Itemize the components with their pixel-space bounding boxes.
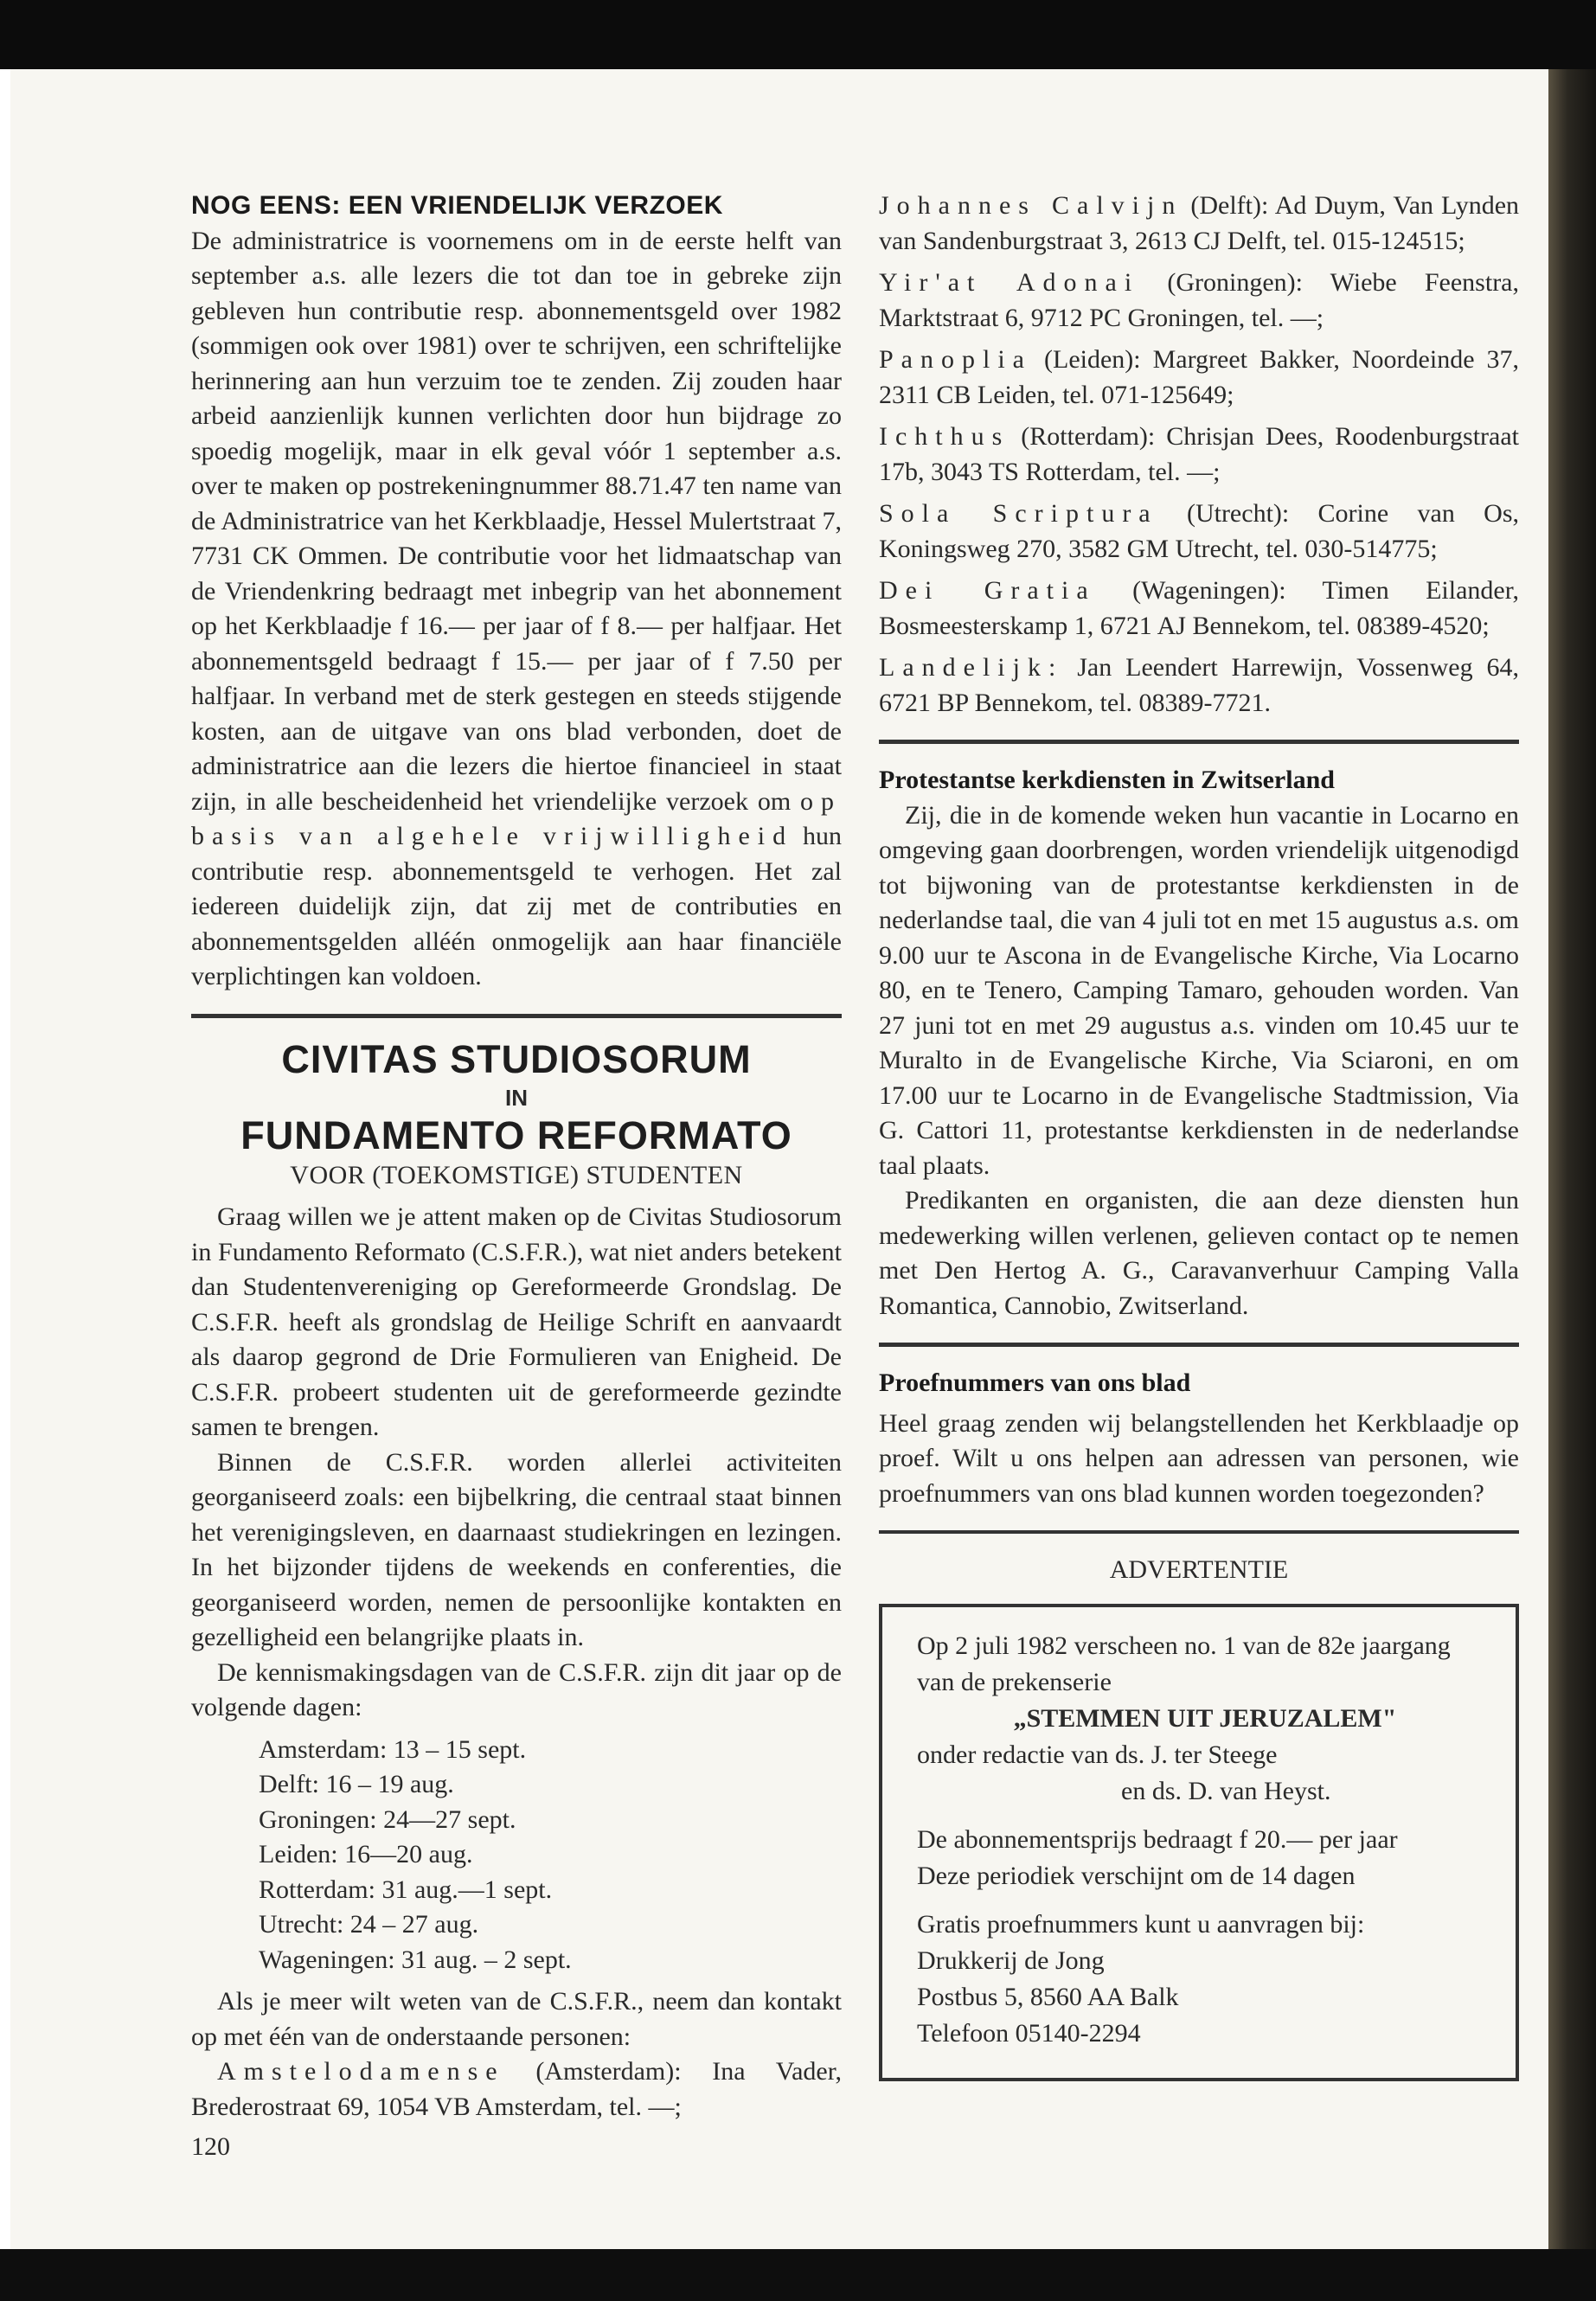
contact-details: Jan Leendert Harrewijn, Vossenweg 64, 6721 BP Bennekom, tel. 08389-7721.	[879, 653, 1519, 717]
contact-details: (Leiden): Margreet Bakker, Noordeinde 37, 2311 CB Leiden, tel. 071-125649;	[879, 345, 1520, 409]
ad-title: „STEMMEN UIT JERUZALEM"	[1013, 1703, 1397, 1733]
book-spine-edge	[1548, 69, 1596, 2284]
scan-border-bottom	[0, 2249, 1596, 2301]
list-item: Delft: 16 – 19 aug.	[259, 1770, 454, 1798]
verzoek-paragraph	[191, 224, 842, 995]
divider	[879, 740, 1519, 744]
ad-line-3: en ds. D. van Heyst.	[1121, 1776, 1331, 1805]
ad-line-6: Gratis proefnummers kunt u aanvragen bij:	[917, 1909, 1365, 1939]
ad-line-7: Drukkerij de Jong	[917, 1945, 1105, 1975]
zwitserland-paragraph-2: Predikanten en organisten, die aan deze diensten hun medewerking willen verlenen, gelieven contact op te nemen met Den Hertog A. G., Caravanverhuur Camping Valla Romantica, Cannobio, Zwitserland.	[879, 1186, 1519, 1320]
contact-leiden	[879, 343, 1519, 413]
contact-name: Panoplia	[879, 345, 1032, 374]
divider	[879, 1343, 1519, 1347]
contact-delft	[879, 189, 1519, 259]
ad-line-2: onder redactie van ds. J. ter Steege	[917, 1740, 1278, 1769]
page-number: 120	[191, 2132, 230, 2161]
ad-line-9: Telefoon 05140-2294	[917, 2018, 1141, 2048]
civitas-paragraph-4: Als je meer wilt weten van de C.S.F.R., neem dan kontakt op met één van de onderstaande personen:	[191, 1987, 842, 2051]
scan-border-top	[0, 0, 1596, 69]
verzoek-text-a: De administratrice is voornemens om in de eerste helft van september a.s. alle lezers die tot dan toe in gebreke zijn gebleven hun contributie resp. abonnementsgeld over 1982 (sommigen ook over 1981) over te schrijven, een schriftelijke herinnering aan hun verzuim toe te zenden. Zij zouden haar arbeid aanzienlijk kunnen verlichten door hun bijdrage zo spoedig mogelijk, maar in elk geval vóór 1 september a.s. over te maken op postrekeningnummer 88.71.47 ten name van de Administratrice van het Kerkblaadje, Hessel Mulertstraat 7, 7731 CK Ommen. De contributie voor het lidmaatschap van de Vriendenkring bedraagt met inbegrip van het abonnement op het Kerkblaadje f 16.— per jaar of f 8.— per halfjaar. Het abonnementsgeld bedraagt f 15.— per jaar of f 7.50 per halfjaar. In verband met de sterk gestegen en steeds stijgende kosten, aan de uitgave van ons blad verbonden, doet de administratrice aan die lezers die hiertoe financieel in staat zijn, in alle bescheidenheid het vriendelijke verzoek om	[191, 226, 842, 816]
advert-label: ADVERTENTIE	[1109, 1555, 1289, 1584]
ad-line-4: De abonnementsprijs bedraagt f 20.— per jaar	[917, 1824, 1398, 1854]
contact-groningen	[879, 266, 1519, 336]
advertisement-box	[879, 1604, 1519, 2081]
contact-wageningen	[879, 574, 1519, 644]
verzoek-text-b: hun contributie resp. abonnementsgeld te verhogen. Het zal iedereen duidelijk zijn, dat zij met de contributies en abonnementsgelden alléén onmogelijk aan haar financiële verplichtingen kan voldoen.	[191, 822, 842, 990]
list-item: Groningen: 24—27 sept.	[259, 1804, 516, 1834]
contact-name: Amstelodamense	[217, 2057, 505, 2086]
civitas-in: IN	[505, 1084, 528, 1111]
verzoek-heading: NOG EENS: EEN VRIENDELIJK VERZOEK	[191, 191, 723, 220]
ad-line-5: Deze periodiek verschijnt om de 14 dagen	[917, 1861, 1356, 1890]
civitas-paragraph-3: De kennismakingsdagen van de C.S.F.R. zijn dit jaar op de volgende dagen:	[191, 1657, 842, 1721]
right-column	[879, 189, 1519, 2081]
divider	[191, 1014, 842, 1018]
proef-paragraph: Heel graag zenden wij belangstellenden het Kerkblaadje op proef. Wilt u ons helpen aan adressen van personen, wie proefnummers van ons blad kunnen worden toegezonden?	[879, 1408, 1519, 1508]
contact-name: Sola Scriptura	[879, 499, 1158, 528]
contact-rotterdam	[879, 420, 1519, 490]
verzoek-spaced-text: op basis van algehele vrijwilligheid	[191, 786, 842, 850]
civitas-paragraph-1: Graag willen we je attent maken op de Civitas Studiosorum in Fundamento Reformato (C.S.F.R.), wat niet anders betekent dan Studentenvereniging op Gereformeerde Grondslag. De C.S.F.R. heeft als grondslag de Heilige Schrift en aanvaardt als daarop gegrond de Drie Formulieren van Enigheid. De C.S.F.R. probeert studenten uit de gereformeerde gezindte samen te brengen.	[191, 1202, 842, 1441]
contact-name: Landelijk:	[879, 653, 1064, 682]
civitas-paragraph-2: Binnen de C.S.F.R. worden allerlei activiteiten georganiseerd zoals: een bijbelkring, die centraal staat binnen het verenigingsleven, en daarnaast studiekringen en lezingen. In het bijzonder tijdens de weekends en conferenties, die georganiseerd worden, nemen de persoonlijke kontakten en gezelligheid een belangrijke plaats in.	[191, 1447, 842, 1651]
contact-name: Yir'at Adonai	[879, 268, 1140, 297]
ad-spacer	[917, 1810, 1493, 1822]
list-item: Leiden: 16—20 aug.	[259, 1840, 473, 1868]
ad-spacer	[917, 1894, 1493, 1907]
dates-list	[259, 1733, 842, 1978]
contact-landelijk	[879, 651, 1519, 721]
divider	[879, 1530, 1519, 1534]
contact-name: Johannes Calvijn	[879, 191, 1183, 220]
contact-amsterdam	[191, 2054, 842, 2125]
civitas-title: CIVITAS STUDIOSORUM	[281, 1036, 752, 1081]
contact-details: (Rotterdam): Chrisjan Dees, Roodenburgstraat 17b, 3043 TS Rotterdam, tel. —;	[879, 422, 1520, 486]
contact-details: (Groningen): Wiebe Feenstra, Marktstraat 6, 9712 PC Groningen, tel. —;	[879, 268, 1520, 332]
contact-utrecht	[879, 497, 1519, 567]
contact-details: (Amsterdam): Ina Vader, Brederostraat 69, 1054 VB Amsterdam, tel. —;	[191, 2057, 842, 2121]
list-item: Wageningen: 31 aug. – 2 sept.	[259, 1945, 572, 1974]
contact-details: (Wageningen): Timen Eilander, Bosmeesterskamp 1, 6721 AJ Bennekom, tel. 08389-4520;	[879, 576, 1520, 640]
zwitserland-paragraph-1: Zij, die in de komende weken hun vacantie in Locarno en omgeving gaan doorbrengen, worden vriendelijk uitgenodigd tot bijwoning van de protestantse kerkdiensten in de nederlandse taal, die van 4 juli tot en met 15 augustus a.s. om 9.00 uur te Ascona in de Evangelische Kirche, Via Locarno 80, en te Tenero, Camping Tamaro, gehouden worden. Van 27 juni tot en met 29 augustus a.s. vinden om 10.45 uur te Muralto in de Evangelische Kirche, Via Sciaroni, en om 17.00 uur te Locarno in de Evangelische Stadtmission, Via G. Cattori 11, protestantse kerkdiensten in de nederlandse taal plaats.	[879, 800, 1519, 1180]
proef-heading: Proefnummers van ons blad	[879, 1368, 1191, 1397]
zwitserland-heading: Protestantse kerkdiensten in Zwitserland	[879, 766, 1335, 794]
contact-name: Ichthus	[879, 422, 1010, 451]
ad-line-8: Postbus 5, 8560 AA Balk	[917, 1982, 1179, 2011]
list-item: Utrecht: 24 – 27 aug.	[259, 1910, 479, 1939]
contact-details: (Utrecht): Corine van Os, Koningsweg 270, 3582 GM Utrecht, tel. 030-514775;	[879, 499, 1519, 563]
list-item: Rotterdam: 31 aug.—1 sept.	[259, 1875, 553, 1904]
contact-name: Dei Gratia	[879, 576, 1096, 605]
civitas-title-2: FUNDAMENTO REFORMATO	[240, 1112, 792, 1157]
civitas-subtitle: VOOR (TOEKOMSTIGE) STUDENTEN	[290, 1160, 743, 1189]
list-item: Amsterdam: 13 – 15 sept.	[259, 1734, 527, 1764]
contact-details: (Delft): Ad Duym, Van Lynden van Sandenburgstraat 3, 2613 CJ Delft, tel. 015-124515;	[879, 191, 1520, 255]
ad-line-1: Op 2 juli 1982 verscheen no. 1 van de 82e jaargang van de prekenserie	[917, 1631, 1451, 1696]
left-column	[191, 189, 842, 2165]
